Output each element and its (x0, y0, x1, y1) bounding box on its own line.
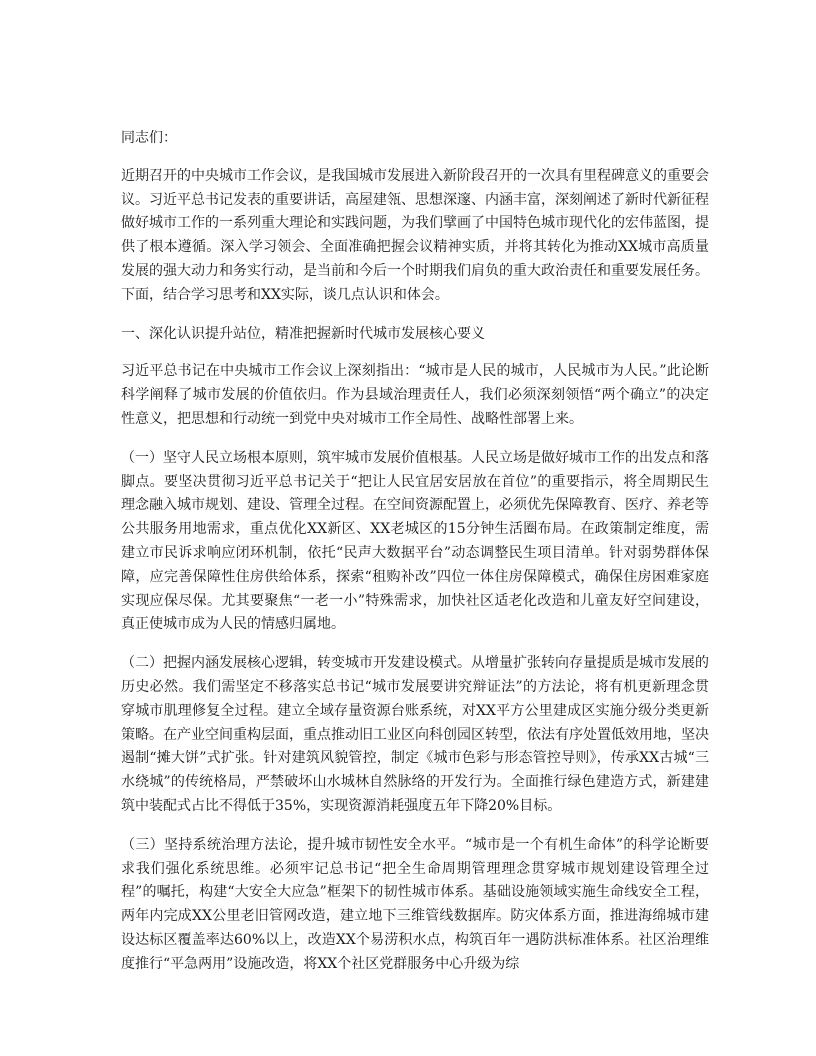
document-body (121, 127, 709, 992)
greeting: 同志们： (121, 130, 177, 146)
point-three-paragraph: （三）坚持系统治理方法论，提升城市韧性安全水平。“城市是一个有机生命体”的科学论断要求我们强化系统思维。必须牢记总书记“把全生命周期管理理念贯穿城市规划建设管理全过程”的嘱托，构建“大安全大应急”框架下的韧性城市体系。基础设施领域实施生命线安全工程，两年内完成XX公里老旧管网改造，建立地下三维管线数据库。防灾体系方面，推进海绵城市建设达标区覆盖率达60%以上，改造XX个易涝积水点，构筑百年一遇防洪标准体系。社区治理维度推行“平急两用”设施改造，将XX个社区党群服务中心升级为综 (121, 836, 709, 972)
section-intro-paragraph: 习近平总书记在中央城市工作会议上深刻指出：“城市是人民的城市，人民城市为人民。”此论断科学阐释了城市发展的价值依归。作为县域治理责任人，我们必须深刻领悟“两个确立”的决定性意义，把思想和行动统一到党中央对城市工作全局性、战略性部署上来。 (121, 363, 709, 427)
section-heading: 一、深化认识提升站位，精准把握新时代城市发展核心要义 (121, 325, 485, 342)
point-one-paragraph: （一）坚守人民立场根本原则，筑牢城市发展价值根基。人民立场是做好城市工作的出发点和落脚点。要坚决贯彻习近平总书记关于“把让人民宜居安居放在首位”的重要指示，将全周期民生理念融入城市规划、建设、管理全过程。在空间资源配置上，必须优先保障教育、医疗、养老等公共服务用地需求，重点优化XX新区、XX老城区的15分钟生活圈布局。在政策制定维度，需建立市民诉求响应闭环机制，依托“民声大数据平台”动态调整民生项目清单。针对弱势群体保障，应完善保障性住房供给体系，探索“租购补改”四位一体住房保障模式，确保住房困难家庭实现应保尽保。尤其要聚焦“一老一小”特殊需求，加快社区适老化改造和儿童友好空间建设，真正使城市成为人民的情感归属地。 (121, 449, 709, 633)
intro-paragraph: 近期召开的中央城市工作会议，是我国城市发展进入新阶段召开的一次具有里程碑意义的重要会议。习近平总书记发表的重要讲话，高屋建瓴、思想深邃、内涵丰富，深刻阐述了新时代新征程做好城市工作的一系列重大理论和实践问题，为我们擘画了中国特色城市现代化的宏伟蓝图，提供了根本遵循。深入学习领会、全面准确把握会议精神实质，并将其转化为推动XX城市高质量发展的强大动力和务实行动，是当前和今后一个时期我们肩负的重大政治责任和重要发展任务。下面，结合学习思考和XX实际，谈几点认识和体会。 (121, 167, 709, 303)
point-two-paragraph: （二）把握内涵发展核心逻辑，转变城市开发建设模式。从增量扩张转向存量提质是城市发展的历史必然。我们需坚定不移落实总书记“城市发展要讲究辩证法”的方法论，将有机更新理念贯穿城市肌理修复全过程。建立全域存量资源台账系统，对XX平方公里建成区实施分级分类更新策略。在产业空间重构层面，重点推动旧工业区向科创园区转型，依法有序处置低效用地，坚决遏制“摊大饼”式扩张。针对建筑风貌管控，制定《城市色彩与形态管控导则》，传承XX古城“三水绕城”的传统格局，严禁破坏山水城林自然脉络的开发行为。全面推行绿色建造方式，新建建筑中装配式占比不得低于35%，实现资源消耗强度五年下降20%目标。 (121, 655, 709, 814)
